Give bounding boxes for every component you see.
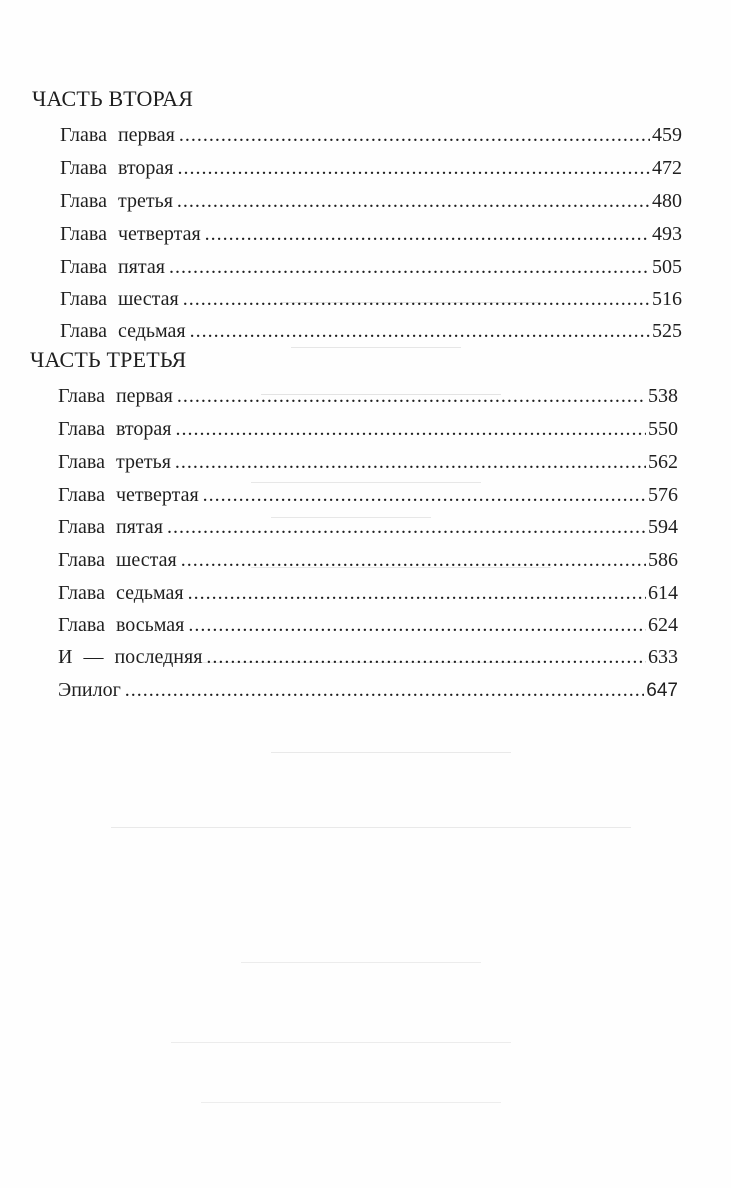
toc-entry[interactable] [58, 451, 678, 477]
toc-entry[interactable] [60, 124, 682, 150]
chapter-title: Эпилог [58, 679, 121, 701]
leader-dots [175, 451, 646, 474]
toc-entry[interactable] [58, 385, 678, 411]
part-heading-2: ЧАСТЬ ВТОРАЯ [32, 86, 194, 111]
leader-dots [177, 190, 650, 213]
toc-entry[interactable] [58, 646, 678, 672]
leader-dots [169, 256, 650, 279]
part-heading-3: ЧАСТЬ ТРЕТЬЯ [30, 347, 187, 372]
chapter-title: Глава четвертая [60, 223, 201, 245]
leader-dots [177, 385, 646, 408]
toc-entry[interactable] [60, 288, 682, 314]
leader-dots [175, 418, 646, 441]
page-number: 562 [648, 451, 678, 473]
toc-entry[interactable] [60, 256, 682, 282]
toc-entry[interactable] [58, 582, 678, 608]
chapter-title: И — последняя [58, 646, 203, 668]
page-number: 576 [648, 484, 678, 506]
leader-dots [177, 157, 650, 180]
chapter-title: Глава третья [58, 451, 171, 473]
leader-dots [205, 223, 650, 246]
leader-dots [203, 484, 646, 507]
leader-dots [179, 124, 650, 147]
page-number: 614 [648, 582, 678, 604]
leader-dots [190, 320, 650, 343]
page-number: 493 [652, 223, 682, 245]
chapter-title: Глава четвертая [58, 484, 199, 506]
toc-entry[interactable] [58, 516, 678, 542]
chapter-title: Глава первая [60, 124, 175, 146]
toc-entry[interactable] [60, 223, 682, 249]
chapter-title: Глава пятая [58, 516, 163, 538]
chapter-title: Глава первая [58, 385, 173, 407]
toc-entry[interactable] [58, 484, 678, 510]
page-number: 550 [648, 418, 678, 440]
chapter-title: Глава седьмая [58, 582, 184, 604]
page-number: 538 [648, 385, 678, 407]
leader-dots [167, 516, 646, 539]
leader-dots [181, 549, 646, 572]
chapter-title: Глава восьмая [58, 614, 185, 636]
page-number: 647 [646, 680, 678, 701]
page-number: 624 [648, 614, 678, 636]
chapter-title: Глава шестая [58, 549, 177, 571]
toc-entry[interactable] [60, 190, 682, 216]
toc-entry[interactable] [58, 418, 678, 444]
page-number: 516 [652, 288, 682, 310]
chapter-title: Глава пятая [60, 256, 165, 278]
toc-entry[interactable] [60, 157, 682, 183]
leader-dots [206, 646, 646, 669]
page-number: 586 [648, 549, 678, 571]
toc-entry[interactable] [58, 679, 678, 705]
chapter-title: Глава седьмая [60, 320, 186, 342]
toc-entry[interactable] [58, 549, 678, 575]
page-number: 594 [648, 516, 678, 538]
toc-entry[interactable] [60, 320, 682, 346]
leader-dots [188, 582, 646, 605]
chapter-title: Глава третья [60, 190, 173, 212]
page-number: 525 [652, 320, 682, 342]
leader-dots [125, 679, 645, 702]
page-number: 633 [648, 646, 678, 668]
leader-dots [183, 288, 650, 311]
chapter-title: Глава вторая [58, 418, 172, 440]
chapter-title: Глава вторая [60, 157, 174, 179]
page-number: 472 [652, 157, 682, 179]
page-number: 480 [652, 190, 682, 212]
page-number: 459 [652, 124, 682, 146]
toc-entry[interactable] [58, 614, 678, 640]
page-number: 505 [652, 256, 682, 278]
leader-dots [188, 614, 646, 637]
chapter-title: Глава шестая [60, 288, 179, 310]
